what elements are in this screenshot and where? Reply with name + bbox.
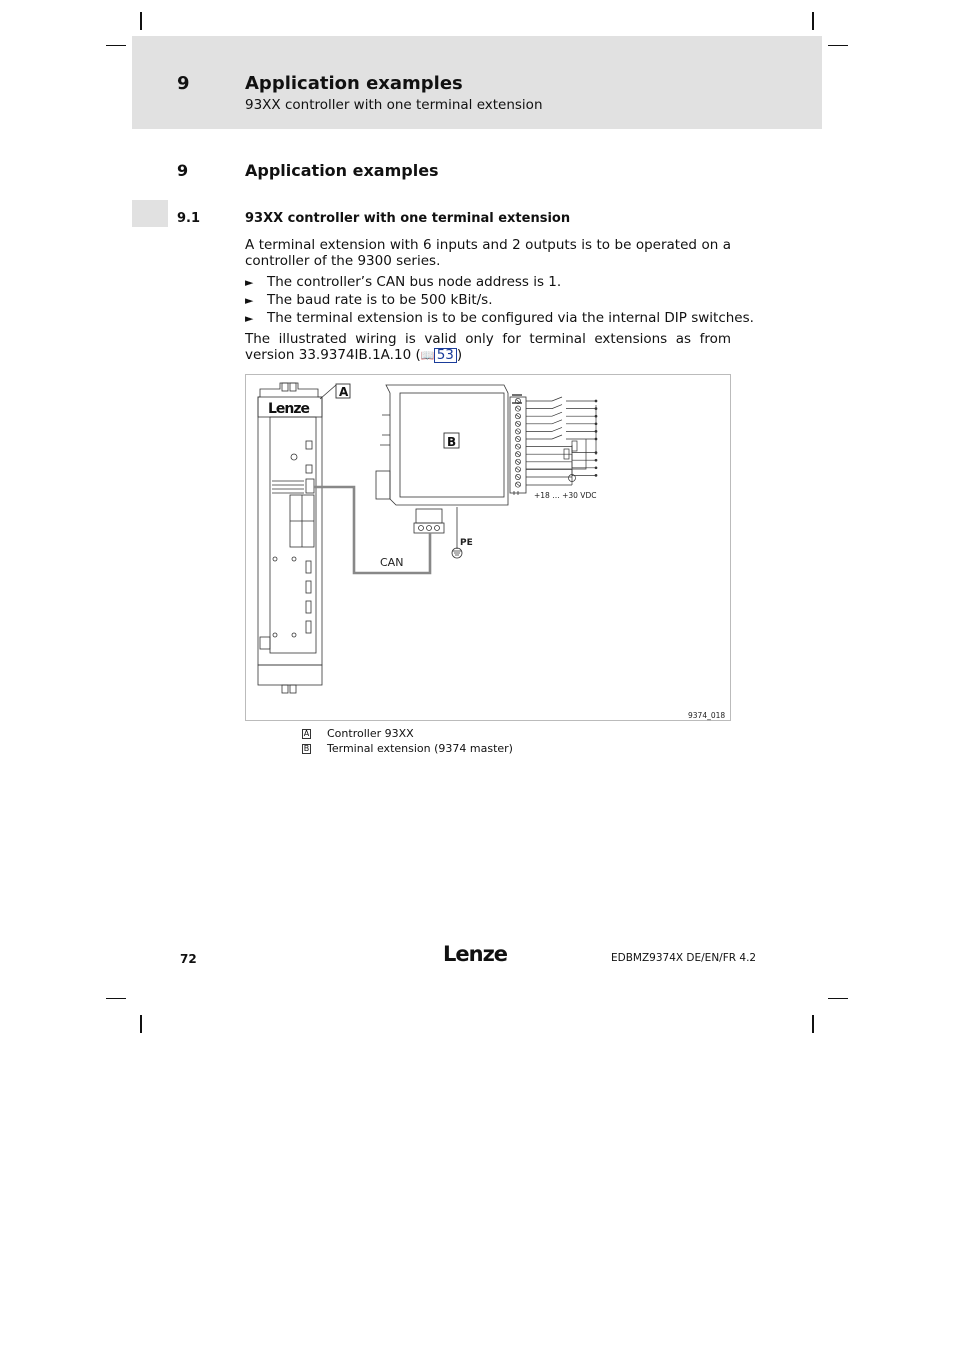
pe-label: PE [460, 538, 473, 548]
bullet-item [245, 274, 561, 291]
controller-switch [260, 637, 270, 649]
bullet-text: The terminal extension is to be configured via the internal DIP switches. [267, 310, 754, 326]
controller-top-notch [290, 383, 296, 391]
controller-led [306, 441, 312, 449]
io-wire [526, 397, 596, 401]
section-number: 9 [177, 161, 189, 180]
document-reference: EDBMZ9374X DE/EN/FR 4.2 [611, 952, 757, 964]
wire-junction [595, 474, 597, 476]
can-terminal-screw [435, 526, 440, 531]
terminal-screw-slot [516, 468, 520, 471]
can-terminal-screw [419, 526, 424, 531]
io-wire [526, 447, 596, 453]
terminal-screw-slot [516, 422, 520, 425]
io-wiring [526, 397, 597, 485]
subsection-title: 93XX controller with one terminal extension [245, 211, 571, 226]
terminal-screw-slot [516, 400, 520, 403]
io-wire [526, 420, 596, 424]
book-icon: 📖 [420, 349, 435, 362]
label-b: B [447, 435, 457, 449]
figure-id: 9374_018 [688, 711, 726, 720]
io-wire [526, 469, 596, 475]
screw-icon [292, 633, 296, 637]
bullet-text: The baud rate is to be 500 kBit/s. [267, 292, 493, 308]
crop-mark [106, 998, 126, 999]
page-number: 72 [180, 952, 197, 966]
controller-slot [306, 581, 311, 593]
legend-text-a: Controller 93XX [327, 727, 414, 740]
controller-bottom-notch [282, 685, 288, 693]
controller-top-notch [282, 383, 288, 391]
can-label: CAN [380, 556, 404, 569]
header-chapter-title: Application examples [245, 73, 463, 94]
terminal-screw-slot [516, 453, 520, 456]
crop-mark [140, 12, 142, 30]
crop-mark [812, 12, 814, 30]
io-wire [526, 427, 596, 431]
validity-text: The illustrated wiring is valid only for terminal extensions as from version 33.9374IB.1A.10 ( [245, 331, 731, 363]
header-band [132, 36, 822, 129]
subsection-number: 9.1 [177, 211, 201, 226]
terminal-screw-slot [516, 415, 520, 418]
terminal-screw-slot [516, 407, 520, 410]
io-wire [526, 435, 596, 439]
terminal-screw-slot [516, 460, 520, 463]
bullet-item [245, 292, 493, 309]
label-a: A [339, 385, 349, 399]
controller-bottom-notch [290, 685, 296, 693]
terminal-screw-slot [516, 483, 520, 486]
wire-junction [595, 459, 597, 461]
terminal-screw-slot [516, 476, 520, 479]
can-bus-cable [314, 487, 430, 573]
controller-led [306, 465, 312, 473]
io-bus-line [526, 405, 596, 485]
bullet-text: The controller’s CAN bus node address is 1. [267, 274, 562, 290]
intro-paragraph: A terminal extension with 6 inputs and 2 outputs is to be operated on a controller of the 9300 series. [245, 237, 731, 269]
legend-text-b: Terminal extension (9374 master) [327, 742, 513, 755]
header-subtitle: 93XX controller with one terminal extension [245, 97, 543, 113]
side-thumb-tab [132, 200, 168, 227]
legend-key-b: B [303, 744, 310, 753]
controller-front-panel [270, 417, 316, 653]
io-wire [526, 405, 596, 409]
ground-icon [453, 551, 461, 555]
din-rail-clip [380, 415, 390, 445]
extension-terminal-screws [515, 398, 520, 487]
legend-key-a: A [303, 729, 310, 738]
crop-mark [140, 1015, 142, 1033]
section-title: Application examples [245, 161, 439, 180]
voltage-label: +18 … +30 VDC [534, 491, 597, 500]
crop-mark [106, 45, 126, 46]
page-reference-link[interactable]: 53 [434, 348, 457, 363]
screw-icon [273, 633, 277, 637]
controller-bottom-mount [258, 665, 322, 685]
relay-coil [572, 441, 577, 451]
wiring-diagram-svg [246, 375, 732, 722]
can-terminal-screw [427, 526, 432, 531]
wire-junction [595, 467, 597, 469]
wiring-diagram [245, 374, 731, 721]
callout-line-a [320, 385, 336, 399]
io-wire [526, 462, 596, 468]
extension-can-plug [416, 509, 442, 523]
wire-junction [595, 400, 597, 402]
bullet-arrow-icon: ► [245, 276, 254, 289]
bullet-arrow-icon: ► [245, 312, 254, 325]
io-wire [526, 454, 596, 460]
crop-mark [828, 998, 848, 999]
bullet-arrow-icon: ► [245, 294, 254, 307]
footer-brand-logo: Lenze [443, 942, 508, 966]
controller-can-connector [306, 479, 314, 493]
screw-icon [292, 557, 296, 561]
header-chapter-number: 9 [177, 73, 190, 94]
controller-slot [306, 621, 311, 633]
validity-text-end: ) [456, 347, 463, 363]
target-icon [291, 454, 297, 460]
validity-paragraph [245, 331, 731, 364]
extension-side-connector [376, 471, 390, 499]
terminal-screw-slot [516, 438, 520, 441]
crop-mark [828, 45, 848, 46]
screw-icon [273, 557, 277, 561]
io-wire [526, 412, 596, 416]
crop-mark [812, 1015, 814, 1033]
controller-slot [306, 601, 311, 613]
bullet-item [245, 310, 754, 327]
device-brand-logo: Lenze [268, 401, 310, 417]
terminal-screw-slot [516, 430, 520, 433]
terminal-screw-slot [516, 445, 520, 448]
controller-slot [306, 561, 311, 573]
